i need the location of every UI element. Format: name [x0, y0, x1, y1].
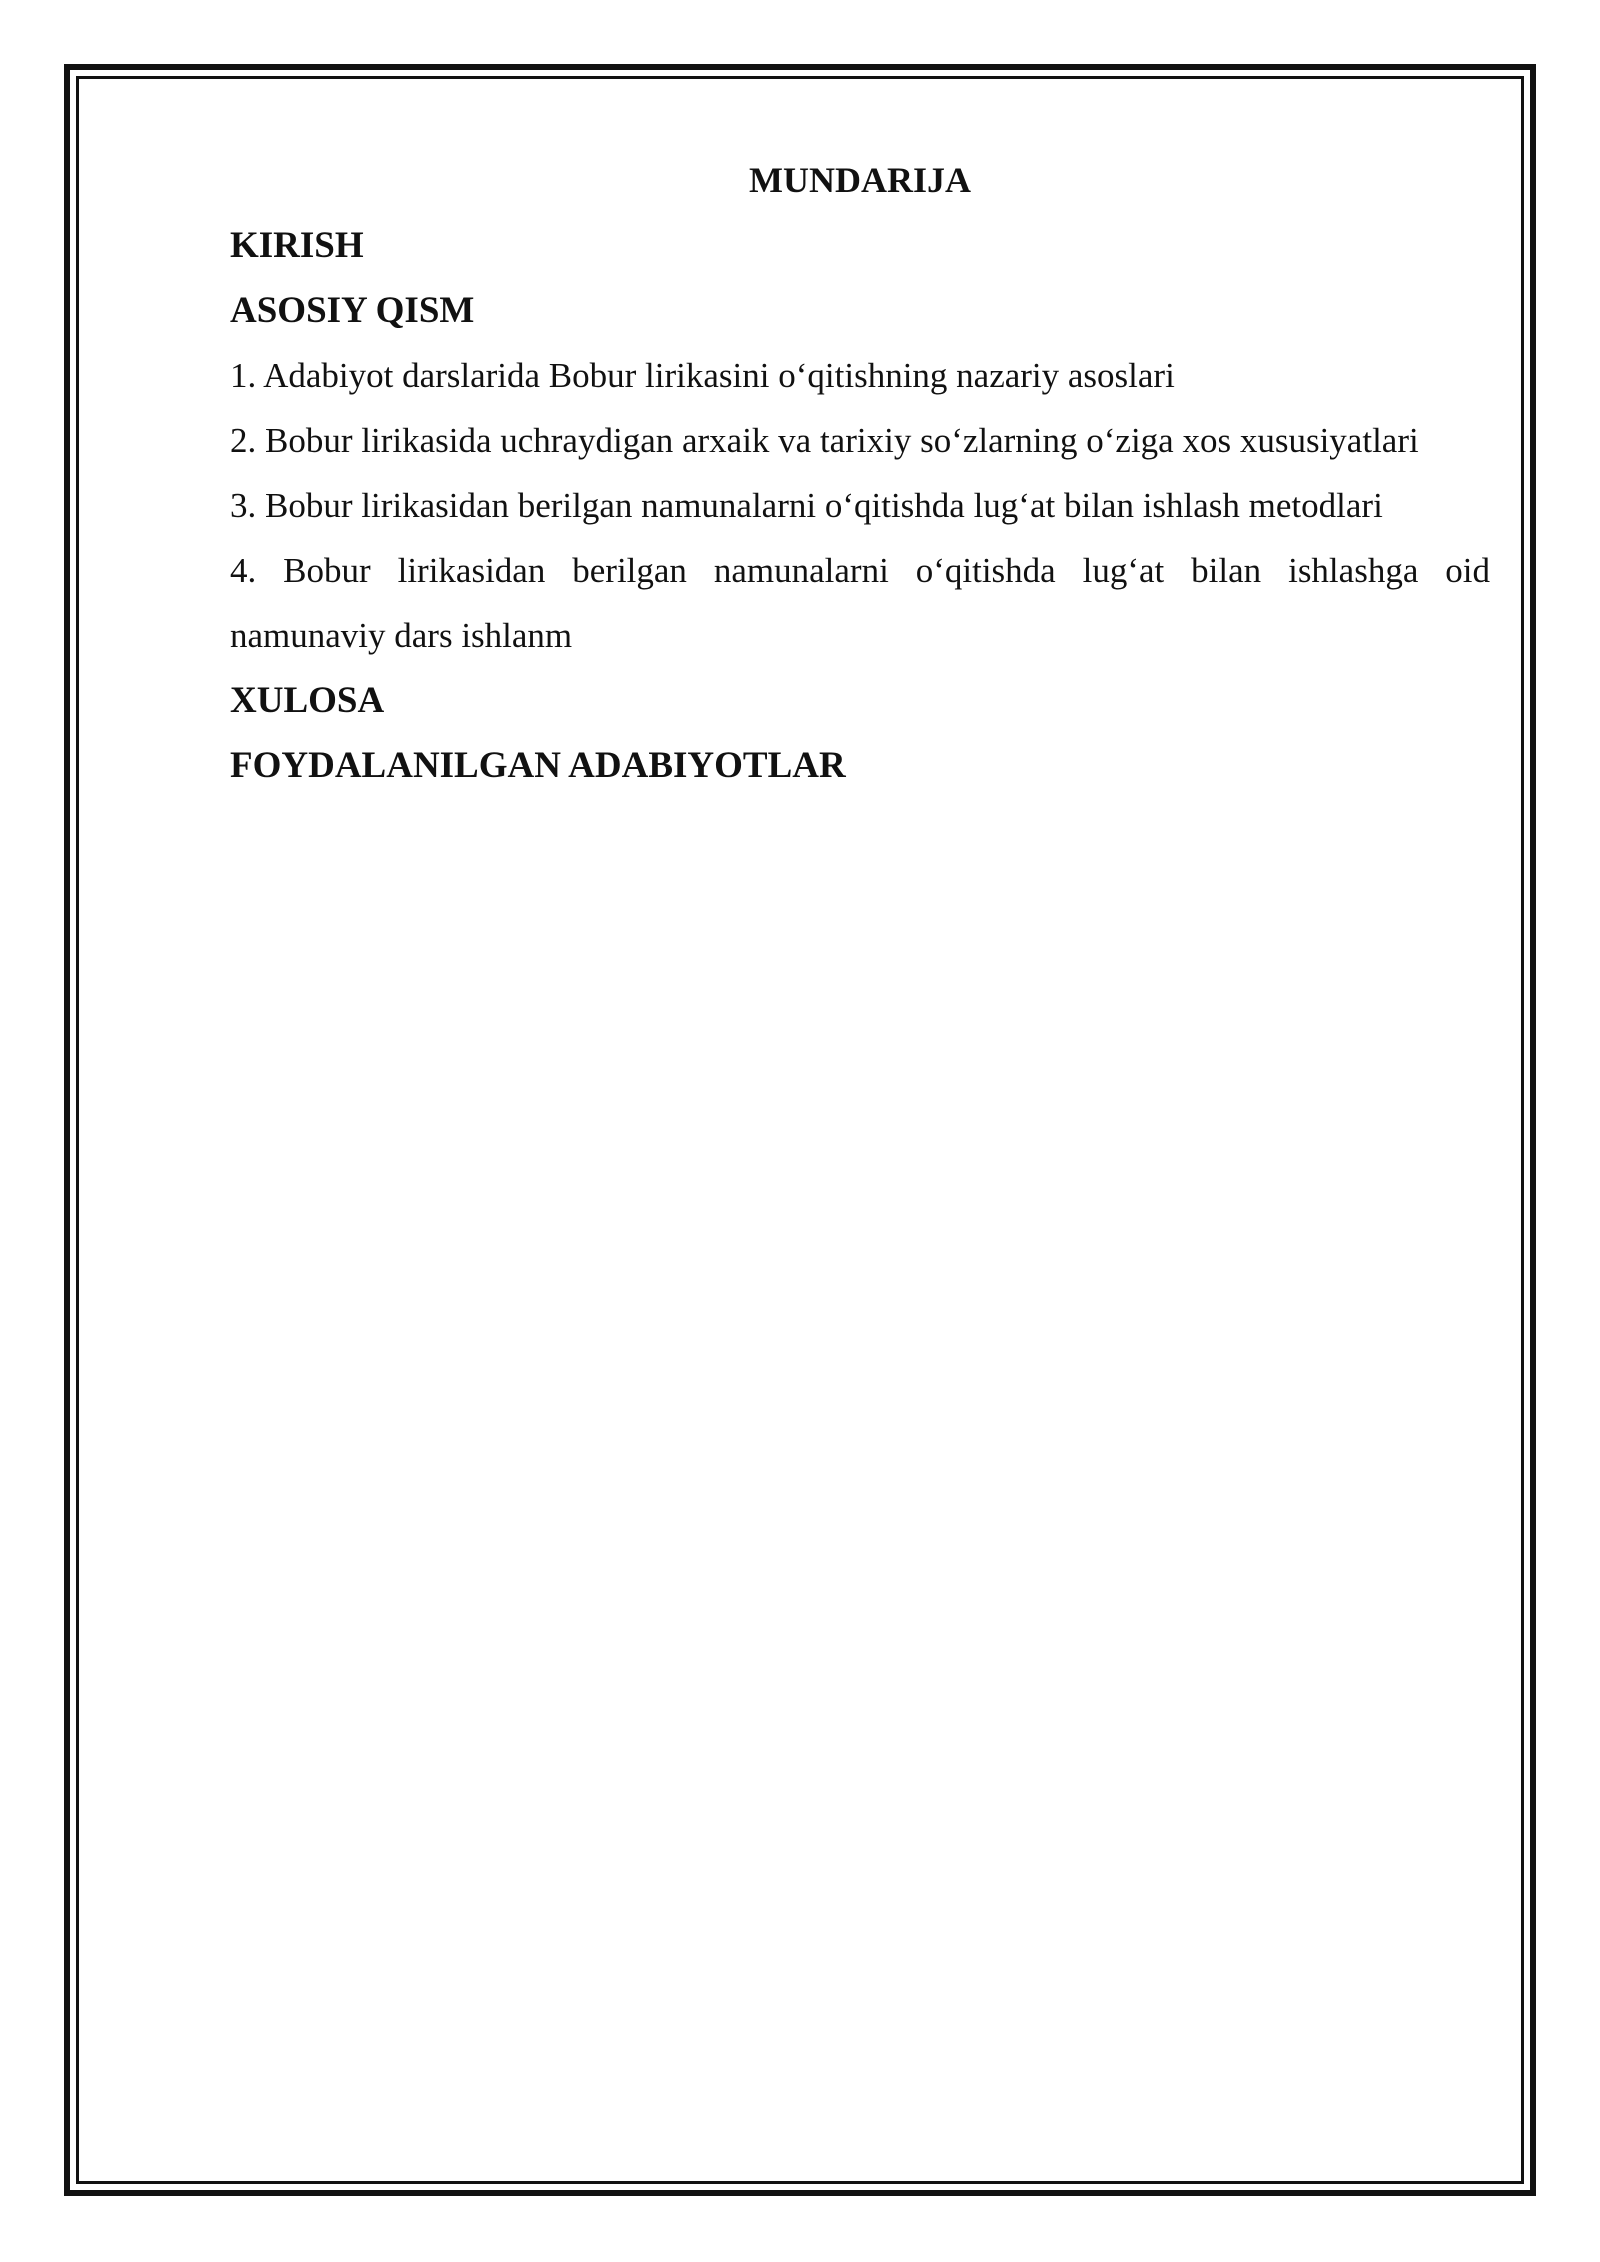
toc-conclusion-heading: XULOSA	[230, 680, 385, 721]
toc-item-3: 3. Bobur lirikasidan berilgan namunalarni o‘qitishda lug‘at bilan ishlash metodlari	[230, 486, 1383, 525]
table-of-contents	[230, 148, 1490, 798]
toc-item-4: 4. Bobur lirikasidan berilgan namunalarni o‘qitishda lug‘at bilan ishlashga oid namunaviy dars ishlanm	[230, 551, 1490, 655]
toc-item-1: 1. Adabiyot darslarida Bobur lirikasini o‘qitishning nazariy asoslari	[230, 356, 1175, 395]
toc-main-part-heading: ASOSIY QISM	[230, 290, 475, 331]
toc-title: MUNDARIJA	[749, 160, 971, 200]
toc-item-2: 2. Bobur lirikasida uchraydigan arxaik va tarixiy so‘zlarning o‘ziga xos xususiyatlari	[230, 421, 1419, 460]
toc-references-heading: FOYDALANILGAN ADABIYOTLAR	[230, 745, 846, 786]
toc-intro-heading: KIRISH	[230, 225, 364, 266]
